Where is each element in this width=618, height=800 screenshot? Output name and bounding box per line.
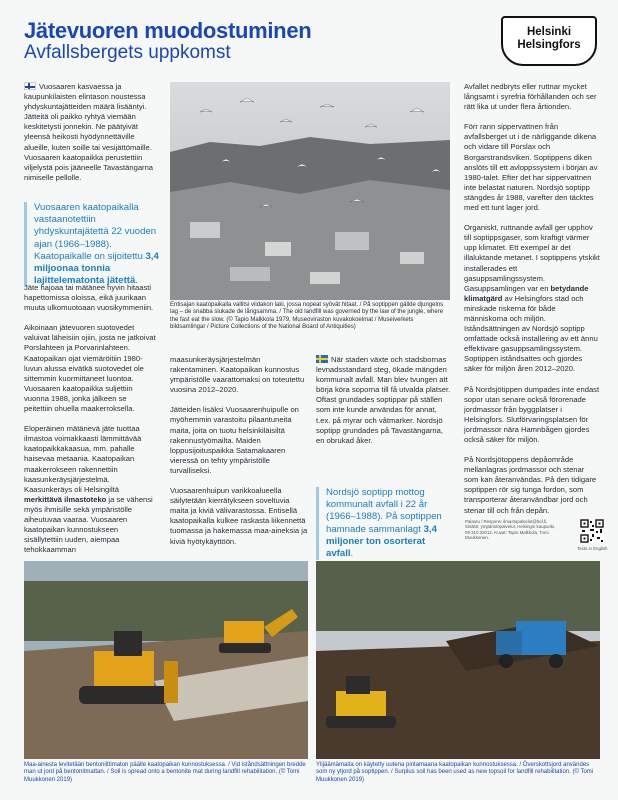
landfill-seagulls-image [170,82,450,300]
logo-line-helsinki: Helsinki [526,26,572,38]
pull-quote-finnish: Vuosaaren kaatopaikalla vastaanotettiin yhdyskuntajätettä 22 vuoden ajan (1966–1988). Kaatopaikalle on sijoitettu 3,4 miljoonaa tonnia lajittelematonta jätettä. [24,202,160,287]
bulldozer-bentonite-image [24,561,308,759]
photo-1979-caption: Entisajan kaatopaikalla vallitsi viidakon laki, jossa nopeat syövät hitaat. / På soptippen gällde djungelns lag – de snabba slukade de långsamma. / The old landfill was governed by the law of the jungle, where the fast eat the slow. (© Tapio Malkkola 1979, Museoviraston kuvakokoelmat / Museiverkets bildsamlingar / Picture Collections of the National Board of Antiquities) [170,302,444,331]
paragraph-fi-7: Vuosaarenhuipun varikkoalueella säilytetään kierrätykseen soveltuvia maita ja kiviä välivarastossa. Entisellä kaatopaikalla kulkee raskasta liikennettä tuomassa ja hakemassa maa-aineksia ja kiviä hyötykäyttöön. [170,486,308,546]
finnish-flag-icon [24,82,36,90]
paragraph-fi-3: Aikoinaan jätevuoren suotovedet valuivat läheisiin ojiin, josta ne jatkoivat Porslahteen ja Porvarinlahteen. Kaatopaikan ojat viemäröitiin 1980-luvun alussa eivätkä suotovedet ole sittemmin kuormittaneet luontoa. Vuosaaren kaatopaikka suljettiin vuonna 1988, jonka jälkeen se peitettiin ohuella maakerroksella. [24,323,156,414]
topsoil-truck-image [316,561,600,759]
paragraph-sv-1: När staden växte och stadsbornas levnadsstandard steg, ökade mängden kommunalt avfall. Man blev tvungen att börja köra soporna till få utvalda platser. Oftast grundades soptippar på ställen som inte kunde användas för annat, t.ex. på myrar och våtmarker. Nordsjö soptipp grundades på Tavastängarna, en obrukad åker. [316,355,451,445]
credits-text: Palautu / Respons: ilmastopalvelut@hel.fi, Sisältö: ympäristöpalvelut, Helsingin kaupunki, 09 310 32012. Kuvat: Tapio Malkkola, Tomi Muukkonen. [465,519,556,541]
paragraph-fi-5: maasunkeräysjärjestelmän rakentaminen. Kaatopaikan kunnostus ympäristölle vaarattomaksi on toteutettu vuosina 2012–2020. [170,355,305,395]
paragraph-fi-6: Jätteiden lisäksi Vuosaarenhuipulle on myöhemmin varastoitu pilaantuneita maita, joita on tuotu helsinkiläisiltä rakennustyömailta. Maiden loppusijoituspaikka Satamakaaren vieressä on tehty ympäristölle turvalliseksi. [170,405,299,475]
qr-code-icon[interactable] [580,519,604,543]
photo-bentonite-caption: Maa-ainesta levitetään bentoniittimaton päälle kaatopaikan kunnostuksessa. / Vid iståndsättningen bredde man ut jord på bentonitmattan. / Soil is spread onto a bentonite mat during landfill rehabilitation. (© Tomi Muukkonen 2019) [24,762,306,783]
qr-label: Texts in English [577,546,608,551]
column-swedish-1 [316,355,452,456]
column-finnish-1b [24,283,156,565]
photo-bulldozer-bentonite [24,561,308,759]
helsinki-logo [501,16,597,66]
photo-topsoil-truck [316,561,600,759]
page-title-swedish: Avfallsbergets uppkomst [24,42,231,63]
paragraph-sv-2: Avfallet nedbryts eller ruttnar mycket långsamt i syrefria förhållanden och ser rätt lika ut under flera årtionden. [464,82,597,112]
paragraph-sv-3: Förr rann sippervattnen från avfallsberget ut i de närliggande dikena och vidare till Porslax och Borgarstrandsviken. Soptippens diken anslöts till ett avloppssystem i början av 1980-talet. Efter det har sippervattnen inte belastat naturen. Nordsjö soptipp stängdes år 1988, varefter den täcktes med ett tunt lager jord. [464,122,598,213]
paragraph-fi-2: Jäte hajoaa tai mätänee hyvin hitaasti hapettomissa oloissa, eikä juurikaan muuta ulkomuotoaan vuosikymmeniin. [24,283,154,313]
paragraph-sv-5: På Nordsjötippen dumpades inte endast sopor utan senare också förorenade jordmassor från byggplatser i Helsingfors. Slutförvaringsplatsen för jordmassor nära Hamnbågen gjordes också säker för miljön. [464,384,600,444]
paragraph-sv-4: Organiskt, ruttnande avfall ger upphov till soptippsgaser, som kraftigt värmer upp klimatet. Ett exempel är det illaluktande metanet. I soptippens ytskikt installerades ett gasuppsamlingssystem. Gasuppsamlingen var en betydande klimatgärd av Helsingfors stad och minskade riskerna för både människorna och miljön. Iståndsättningen av Nordsjö soptipp omfattade också installering av ett ännu effektivare gasuppsamlingssystem. Soptippen iståndsattes och gjordes säker för miljön åren 2012–2020. [464,223,600,374]
paragraph-sv-6: På Nordsjötoppens depåområde mellanlagras jordmassor och stenar som kan återanvändas. På den tidigare soptippen rör sig tunga fordon, som transporterar återanvändbar jord och stenar till och från depån. [464,455,597,515]
photo-topsoil-caption: Ylijäämämaita on käytetty uutena pintamaana kaatopaikan kunnostuksessa. / Överskottsjord användes som ny ytjord på soptippen. / Surplus soil has been used as new topsoil for landfill rehabilitation. (© Tomi Muukkonen 2019) [316,762,594,783]
landfill-photo-1979 [170,82,450,300]
pull-quote-swedish: Nordsjö soptipp mottog kommunalt avfall i 22 år (1966–1988). På soptippen hamnade sammanlagt 3,4 miljoner ton osorterat avfall. [316,487,452,560]
paragraph-fi-4: Eloperäinen mätänevä jäte tuottaa ilmastoa voimakkaasti lämmittävää kaatopaikkakaasua, mm. pahalle haisevaa metaania. Kaatopaikan maakerrokseen rakennettiin kaasunkeräysjärjestelmä. Kaasunkeräys oli Helsingiltä merkittävä ilmastoteko ja se vähensi myös ihmisille sekä ympäristölle aiheutuvaa vaaraa. Vuosaaren kaatopaikan kunnostukseen sisällytettiin uuden, aiempaa tehokkaamman [24,424,153,555]
page-title-finnish: Jätevuoren muodostuminen [24,18,312,43]
logo-line-helsingfors: Helsingfors [517,39,581,51]
column-finnish-2 [170,355,308,557]
paragraph-fi-1: Vuosaaren kasvaessa ja kaupunkilaisten elintason noustessa yhdyskuntajätteiden määrä lisääntyi. Jätteitä oli paikko ryhtyä viemään keskitetysti jonnekin. Ne päätyivät yleensä heikosti hyödynnettäville alueille, kuten soille tai vesijättömaille. Vuosaaren kaatopaikka perustettiin viljelystä pois jääneelle Tavastängarna nimiselle pellolle. [24,82,154,182]
column-swedish-2 [464,82,600,526]
column-finnish-1 [24,82,156,193]
swedish-flag-icon [316,355,328,363]
